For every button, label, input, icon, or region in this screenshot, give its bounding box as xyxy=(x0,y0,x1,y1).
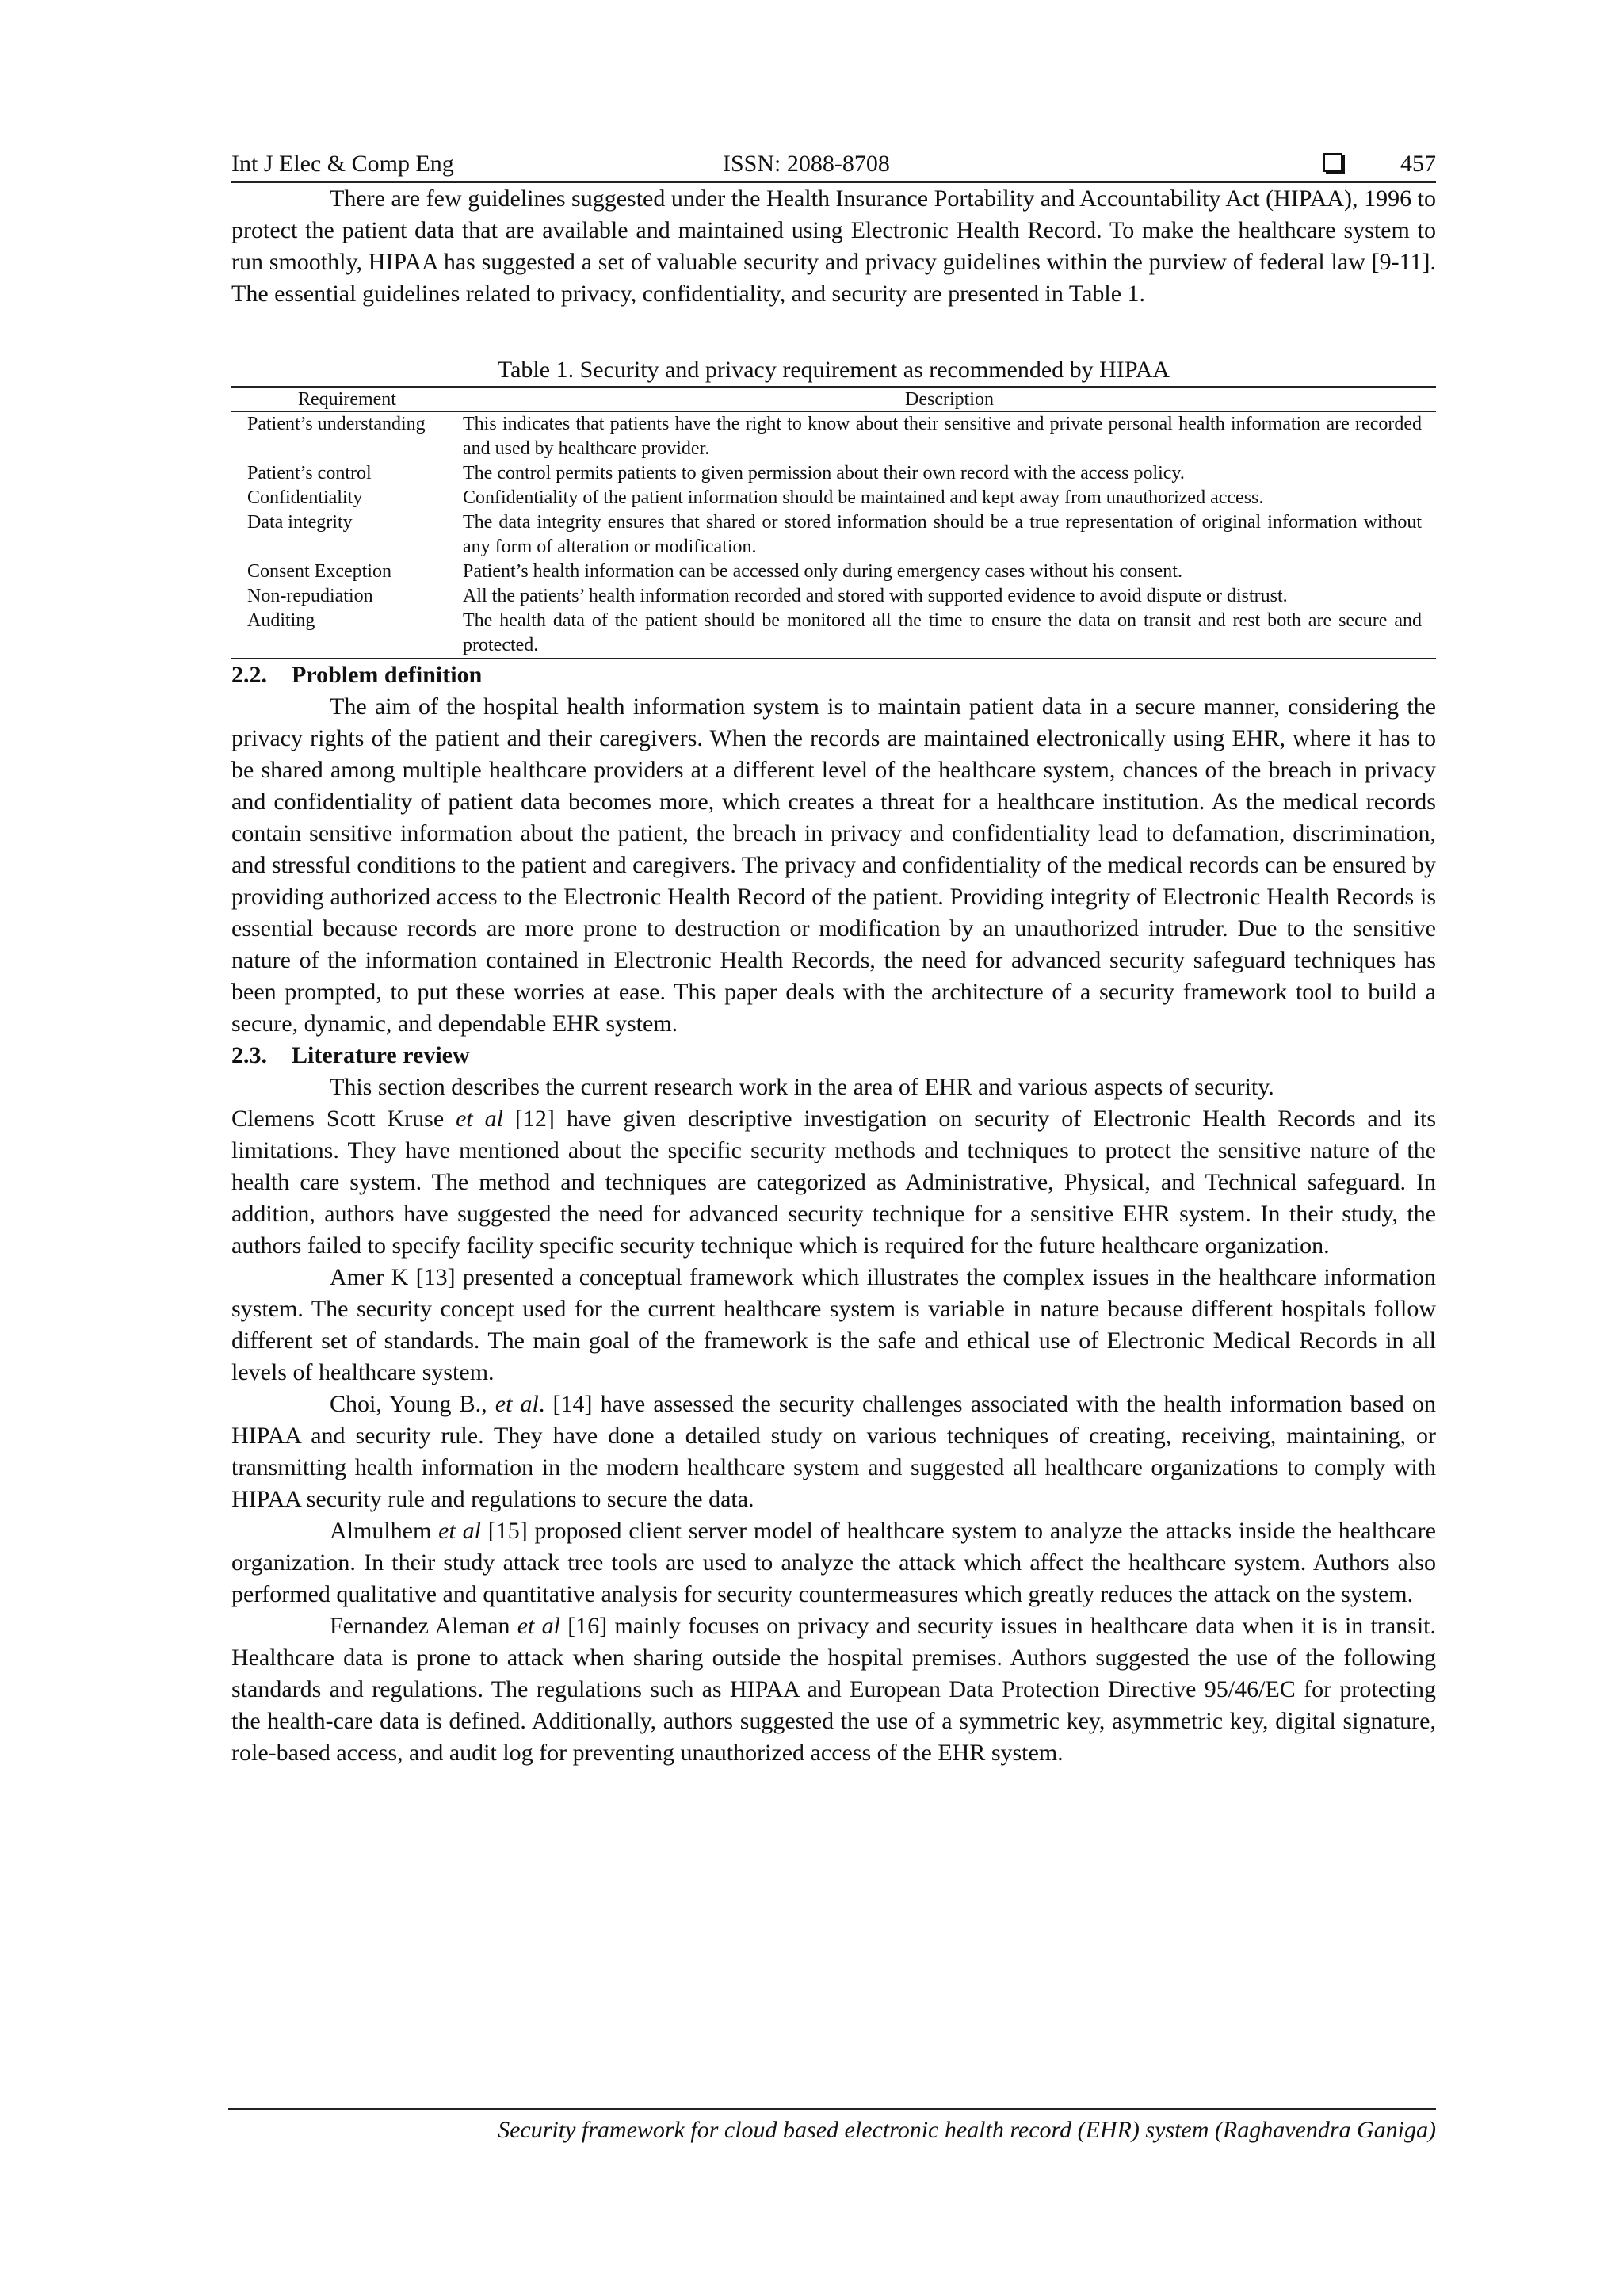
square-bullet-icon xyxy=(1323,153,1342,172)
page-number: 457 xyxy=(1400,151,1436,177)
text-run: Almulhem xyxy=(330,1518,439,1544)
table-row xyxy=(231,412,1436,462)
description-cell: The control permits patients to given permission about their own record with the access policy. xyxy=(463,463,1185,483)
et-al-italic: et al xyxy=(438,1518,481,1544)
table-row xyxy=(231,510,1436,560)
intro-paragraph: There are few guidelines suggested under the Health Insurance Portability and Accountability Act (HIPAA), 1996 to protect the patient data that are available and maintained using Electronic Health Record. To make the healthcare system to run smoothly, HIPAA has suggested a set of valuable security and privacy guidelines within the purview of federal law [9-11]. The essential guidelines related to privacy, confidentiality, and security are presented in Table 1. xyxy=(231,185,1436,307)
description-cell: The data integrity ensures that shared or stored information should be a true representation of original information without any form of alteration or modification. xyxy=(463,512,1422,557)
et-al-italic: et al xyxy=(456,1106,503,1132)
issn: ISSN: 2088-8708 xyxy=(723,151,890,177)
journal-name: Int J Elec & Comp Eng xyxy=(231,151,454,177)
page-number-group xyxy=(1323,151,1436,177)
table-row xyxy=(231,560,1436,584)
table-row xyxy=(231,461,1436,486)
requirement-cell: Patient’s understanding xyxy=(247,414,426,434)
literature-paragraph xyxy=(231,1103,1436,1262)
text-run: Choi, Young B., xyxy=(330,1391,495,1417)
text-run: [15] proposed client server model of healthcare system to analyze the attacks inside the healthcare organization. In their study attack tree tools are used to analyze the attack which affect the healthcare system. Authors also performed qualitative and quantitative analysis for security countermeasures which greatly reduces the attack on the system. xyxy=(231,1518,1436,1607)
description-cell: Patient’s health information can be accessed only during emergency cases without his consent. xyxy=(463,561,1182,582)
requirement-cell: Consent Exception xyxy=(247,561,391,582)
text-run: . [14] have assessed the security challenges associated with the health information based on HIPAA and security rule. They have done a detailed study on various techniques of creating, receiving, maintaining, or transmitting health information in the modern healthcare system and suggested all healthcare organizations to comply with HIPAA security rule and regulations to secure the data. xyxy=(231,1391,1436,1512)
literature-paragraph: This section describes the current research work in the area of EHR and various aspects of security. xyxy=(330,1074,1274,1100)
description-cell: Confidentiality of the patient information should be maintained and kept away from unauthorized access. xyxy=(463,487,1264,508)
problem-definition-paragraph: The aim of the hospital health information system is to maintain patient data in a secure manner, considering the privacy rights of the patient and their caregivers. When the records are maintained electronically using EHR, where it has to be shared among multiple healthcare providers at a different level of the healthcare system, chances of the breach in privacy and confidentiality of patient data becomes more, which creates a threat for a healthcare institution. As the medical records contain sensitive information about the patient, the breach in privacy and confidentiality lead to defamation, discrimination, and stressful conditions to the patient and caregivers. The privacy and confidentiality of the medical records can be ensured by providing authorized access to the Electronic Health Record of the patient. Providing integrity of Electronic Health Records is essential because records are more prone to destruction or modification by an unauthorized intruder. Due to the sensitive nature of the information contained in Electronic Health Records, the need for advanced security safeguard techniques has been prompted, to put these worries at ease. This paper deals with the architecture of a security framework tool to build a secure, dynamic, and dependable EHR system. xyxy=(231,693,1436,1037)
requirement-cell: Data integrity xyxy=(247,512,353,533)
description-cell: All the patients’ health information recorded and stored with supported evidence to avoid dispute or distrust. xyxy=(463,586,1288,606)
table-row xyxy=(231,609,1436,659)
literature-paragraph: Amer K [13] presented a conceptual framework which illustrates the complex issues in the healthcare information system. The security concept used for the current healthcare system is variable in nature because different hospitals follow different set of standards. The main goal of the framework is the safe and ethical use of Electronic Medical Records in all levels of healthcare system. xyxy=(231,1264,1436,1385)
et-al-italic: et al xyxy=(495,1391,539,1417)
et-al-italic: et al xyxy=(517,1613,560,1639)
requirement-cell: Patient’s control xyxy=(247,463,372,483)
table-row xyxy=(231,486,1436,510)
section-title: Problem definition xyxy=(292,662,483,688)
header-requirement: Requirement xyxy=(231,387,463,412)
text-run: [16] mainly focuses on privacy and security issues in healthcare data when it is in transit. Healthcare data is prone to attack when sharing outside the hospital premises. Authors suggested the use of the following standards and regulations. The regulations such as HIPAA and European Data Protection Directive 95/46/EC for protecting the health-care data is defined. Additionally, authors suggested the use of a symmetric key, asymmetric key, digital signature, role-based access, and audit log for preventing unauthorized access of the EHR system. xyxy=(231,1613,1436,1766)
text-run: Fernandez Aleman xyxy=(330,1613,517,1639)
requirement-cell: Confidentiality xyxy=(247,487,363,508)
running-footer xyxy=(228,2108,1436,2145)
table-header-row xyxy=(231,387,1436,412)
section-heading-problem-definition xyxy=(231,659,1436,691)
footer-title: Security framework for cloud based electronic health record (EHR) system (Raghavendra Ganiga) xyxy=(498,2117,1436,2143)
text-run: Clemens Scott Kruse xyxy=(231,1106,456,1132)
section-number: 2.3. xyxy=(231,1042,267,1068)
table-caption: Table 1. Security and privacy requirement as recommended by HIPAA xyxy=(497,357,1170,383)
requirement-cell: Auditing xyxy=(247,610,315,631)
description-cell: This indicates that patients have the right to know about their sensitive and private personal health information are recorded and used by healthcare provider. xyxy=(463,414,1422,459)
running-header xyxy=(231,151,1436,183)
requirements-table xyxy=(231,386,1436,659)
literature-paragraph xyxy=(231,1515,1436,1610)
description-cell: The health data of the patient should be monitored all the time to ensure the data on transit and rest both are secure and protected. xyxy=(463,610,1422,655)
section-heading-literature-review xyxy=(231,1040,1436,1072)
header-description: Description xyxy=(463,387,1436,412)
table-row xyxy=(231,584,1436,609)
page-content xyxy=(231,151,1436,1769)
text-run: [12] have given descriptive investigation on security of Electronic Health Records and its limitations. They have mentioned about the specific security methods and techniques to protect the sensitive nature of the health care system. The method and techniques are categorized as Administrative, Physical, and Technical safeguard. In addition, authors have suggested the need for advanced security technique for a sensitive EHR system. In their study, the authors failed to specify facility specific security technique which is required for the future healthcare organization. xyxy=(231,1106,1436,1259)
section-number: 2.2. xyxy=(231,662,267,688)
table-1 xyxy=(231,356,1436,659)
requirement-cell: Non-repudiation xyxy=(247,586,373,606)
literature-paragraph xyxy=(231,1389,1436,1515)
literature-paragraph xyxy=(231,1610,1436,1769)
section-title: Literature review xyxy=(292,1042,470,1068)
